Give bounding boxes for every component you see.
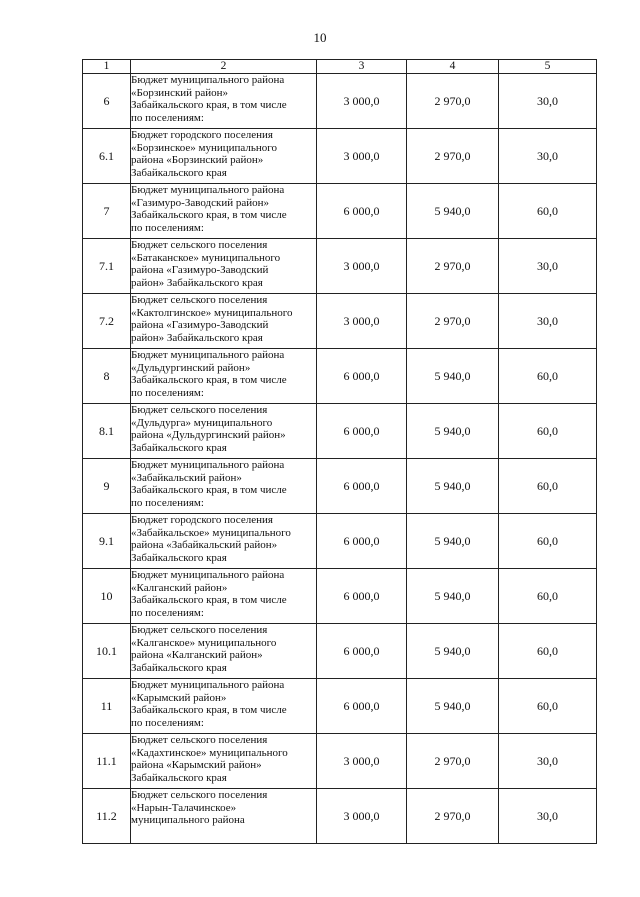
amount-col5: 30,0 bbox=[499, 294, 597, 349]
amount-col4: 5 940,0 bbox=[407, 624, 499, 679]
budget-name-line: Бюджет сельского поселения bbox=[131, 734, 268, 746]
amount-col4: 2 970,0 bbox=[407, 239, 499, 294]
amount-col3: 3 000,0 bbox=[317, 734, 407, 789]
row-number: 9.1 bbox=[83, 514, 131, 569]
amount-col3: 3 000,0 bbox=[317, 74, 407, 129]
budget-name-line: района «Калганский район» bbox=[131, 649, 263, 662]
amount-col3: 6 000,0 bbox=[317, 624, 407, 679]
amount-col5: 30,0 bbox=[499, 239, 597, 294]
amount-col3: 6 000,0 bbox=[317, 184, 407, 239]
row-number: 7.1 bbox=[83, 239, 131, 294]
budget-name-line: Забайкальского края, в том числе bbox=[131, 704, 287, 717]
table-row bbox=[83, 349, 597, 404]
column-header-1: 1 bbox=[83, 60, 131, 74]
amount-col5: 60,0 bbox=[499, 459, 597, 514]
budget-name-line: Бюджет сельского поселения bbox=[131, 294, 268, 306]
budget-name-line: Бюджет муниципального района bbox=[131, 459, 285, 471]
amount-col3: 6 000,0 bbox=[317, 404, 407, 459]
budget-name-line: Забайкальского края, в том числе bbox=[131, 209, 287, 222]
amount-col4: 2 970,0 bbox=[407, 129, 499, 184]
budget-name-line: района «Газимуро-Заводский bbox=[131, 264, 269, 277]
budget-name-cell bbox=[131, 679, 317, 734]
budget-table bbox=[82, 59, 597, 844]
budget-name-line: Бюджет муниципального района bbox=[131, 74, 285, 86]
budget-name-cell bbox=[131, 129, 317, 184]
table-row bbox=[83, 129, 597, 184]
row-number: 11.2 bbox=[83, 789, 131, 844]
row-number: 10.1 bbox=[83, 624, 131, 679]
budget-name-line: по поселениям: bbox=[131, 386, 204, 399]
budget-name-cell bbox=[131, 514, 317, 569]
budget-name-line: Бюджет сельского поселения bbox=[131, 789, 268, 801]
budget-name-line: район» Забайкальского края bbox=[131, 276, 263, 289]
budget-name-line: Забайкальского края bbox=[131, 551, 227, 564]
amount-col4: 2 970,0 bbox=[407, 74, 499, 129]
amount-col3: 6 000,0 bbox=[317, 514, 407, 569]
budget-name-line: «Карымский район» bbox=[131, 691, 227, 704]
page-number: 10 bbox=[313, 30, 327, 45]
amount-col5: 60,0 bbox=[499, 569, 597, 624]
column-header-5: 5 bbox=[499, 60, 597, 74]
row-number: 8 bbox=[83, 349, 131, 404]
budget-name-line: Забайкальского края, в том числе bbox=[131, 99, 287, 112]
amount-col5: 60,0 bbox=[499, 514, 597, 569]
budget-name-line: «Борзинское» муниципального bbox=[131, 141, 278, 154]
amount-col5: 30,0 bbox=[499, 74, 597, 129]
table-row bbox=[83, 74, 597, 129]
budget-name-line: Бюджет муниципального района bbox=[131, 349, 285, 361]
amount-col5: 30,0 bbox=[499, 734, 597, 789]
budget-name-line: «Борзинский район» bbox=[131, 86, 228, 99]
amount-col5: 30,0 bbox=[499, 129, 597, 184]
amount-col4: 2 970,0 bbox=[407, 789, 499, 844]
budget-name-line: Забайкальского края bbox=[131, 166, 227, 179]
budget-name-line: «Кадахтинское» муниципального bbox=[131, 746, 288, 759]
budget-name-line: района «Забайкальский район» bbox=[131, 539, 278, 552]
budget-name-line: по поселениям: bbox=[131, 111, 204, 124]
amount-col3: 6 000,0 bbox=[317, 349, 407, 404]
budget-name-cell bbox=[131, 239, 317, 294]
budget-name-line: Забайкальского края, в том числе bbox=[131, 374, 287, 387]
budget-name-line: по поселениям: bbox=[131, 221, 204, 234]
table-row bbox=[83, 404, 597, 459]
budget-name-line: Бюджет городского поселения bbox=[131, 129, 273, 141]
budget-name-line: «Калганский район» bbox=[131, 581, 228, 594]
budget-name-line: «Забайкальский район» bbox=[131, 471, 242, 484]
amount-col3: 3 000,0 bbox=[317, 129, 407, 184]
table-header-row bbox=[83, 60, 597, 74]
budget-name-cell bbox=[131, 459, 317, 514]
amount-col4: 2 970,0 bbox=[407, 294, 499, 349]
budget-name-line: «Газимуро-Заводский район» bbox=[131, 196, 270, 209]
table-body bbox=[83, 74, 597, 844]
column-header-4: 4 bbox=[407, 60, 499, 74]
budget-name-line: муниципального района bbox=[131, 814, 245, 827]
budget-name-line: по поселениям: bbox=[131, 496, 204, 509]
budget-name-line: района «Карымский район» bbox=[131, 759, 262, 772]
amount-col3: 6 000,0 bbox=[317, 679, 407, 734]
budget-name-cell bbox=[131, 404, 317, 459]
row-number: 6.1 bbox=[83, 129, 131, 184]
budget-name-line: «Забайкальское» муниципального bbox=[131, 526, 291, 539]
table-row bbox=[83, 569, 597, 624]
column-header-3: 3 bbox=[317, 60, 407, 74]
budget-name-line: Забайкальского края bbox=[131, 661, 227, 674]
budget-name-line: по поселениям: bbox=[131, 716, 204, 729]
budget-name-line: Бюджет сельского поселения bbox=[131, 404, 268, 416]
table-row bbox=[83, 294, 597, 349]
budget-name-line: Бюджет муниципального района bbox=[131, 569, 285, 581]
amount-col4: 5 940,0 bbox=[407, 349, 499, 404]
budget-name-line: Забайкальского края, в том числе bbox=[131, 484, 287, 497]
row-number: 11 bbox=[83, 679, 131, 734]
column-header-2: 2 bbox=[131, 60, 317, 74]
table-row bbox=[83, 734, 597, 789]
amount-col5: 30,0 bbox=[499, 789, 597, 844]
amount-col5: 60,0 bbox=[499, 349, 597, 404]
budget-name-line: Бюджет сельского поселения bbox=[131, 624, 268, 636]
amount-col3: 3 000,0 bbox=[317, 294, 407, 349]
table-row bbox=[83, 184, 597, 239]
row-number: 10 bbox=[83, 569, 131, 624]
table-row bbox=[83, 459, 597, 514]
table-row bbox=[83, 514, 597, 569]
row-number: 7.2 bbox=[83, 294, 131, 349]
amount-col4: 5 940,0 bbox=[407, 514, 499, 569]
budget-name-cell bbox=[131, 789, 317, 844]
budget-name-line: Забайкальского края bbox=[131, 771, 227, 784]
amount-col3: 6 000,0 bbox=[317, 569, 407, 624]
budget-name-line: Бюджет городского поселения bbox=[131, 514, 273, 526]
amount-col4: 2 970,0 bbox=[407, 734, 499, 789]
amount-col4: 5 940,0 bbox=[407, 184, 499, 239]
amount-col3: 6 000,0 bbox=[317, 459, 407, 514]
table-row bbox=[83, 789, 597, 844]
budget-name-line: Бюджет сельского поселения bbox=[131, 239, 268, 251]
row-number: 6 bbox=[83, 74, 131, 129]
amount-col4: 5 940,0 bbox=[407, 404, 499, 459]
amount-col5: 60,0 bbox=[499, 624, 597, 679]
amount-col5: 60,0 bbox=[499, 679, 597, 734]
table-row bbox=[83, 624, 597, 679]
budget-name-line: района «Борзинский район» bbox=[131, 154, 264, 167]
budget-name-line: «Нарын-Талачинское» bbox=[131, 801, 237, 814]
budget-name-cell bbox=[131, 569, 317, 624]
budget-name-line: Бюджет муниципального района bbox=[131, 184, 285, 196]
amount-col4: 5 940,0 bbox=[407, 459, 499, 514]
row-number: 9 bbox=[83, 459, 131, 514]
amount-col3: 3 000,0 bbox=[317, 239, 407, 294]
budget-name-line: «Батаканское» муниципального bbox=[131, 251, 281, 264]
amount-col5: 60,0 bbox=[499, 404, 597, 459]
budget-name-cell bbox=[131, 734, 317, 789]
budget-name-line: «Дульдургинский район» bbox=[131, 361, 251, 374]
budget-name-line: района «Газимуро-Заводский bbox=[131, 319, 269, 332]
budget-name-line: Бюджет муниципального района bbox=[131, 679, 285, 691]
budget-name-line: «Кактолгинское» муниципального bbox=[131, 306, 293, 319]
amount-col4: 5 940,0 bbox=[407, 569, 499, 624]
budget-name-line: Забайкальского края, в том числе bbox=[131, 594, 287, 607]
row-number: 7 bbox=[83, 184, 131, 239]
budget-name-cell bbox=[131, 294, 317, 349]
amount-col5: 60,0 bbox=[499, 184, 597, 239]
row-number: 11.1 bbox=[83, 734, 131, 789]
budget-name-line: «Калганское» муниципального bbox=[131, 636, 277, 649]
budget-name-cell bbox=[131, 624, 317, 679]
budget-name-line: Забайкальского края bbox=[131, 441, 227, 454]
table-row bbox=[83, 679, 597, 734]
budget-name-cell bbox=[131, 184, 317, 239]
budget-name-line: «Дульдурга» муниципального bbox=[131, 416, 273, 429]
budget-name-line: район» Забайкальского края bbox=[131, 331, 263, 344]
amount-col3: 3 000,0 bbox=[317, 789, 407, 844]
budget-name-line: района «Дульдургинский район» bbox=[131, 429, 286, 442]
row-number: 8.1 bbox=[83, 404, 131, 459]
amount-col4: 5 940,0 bbox=[407, 679, 499, 734]
budget-name-cell bbox=[131, 74, 317, 129]
table-row bbox=[83, 239, 597, 294]
budget-name-cell bbox=[131, 349, 317, 404]
budget-name-line: по поселениям: bbox=[131, 606, 204, 619]
